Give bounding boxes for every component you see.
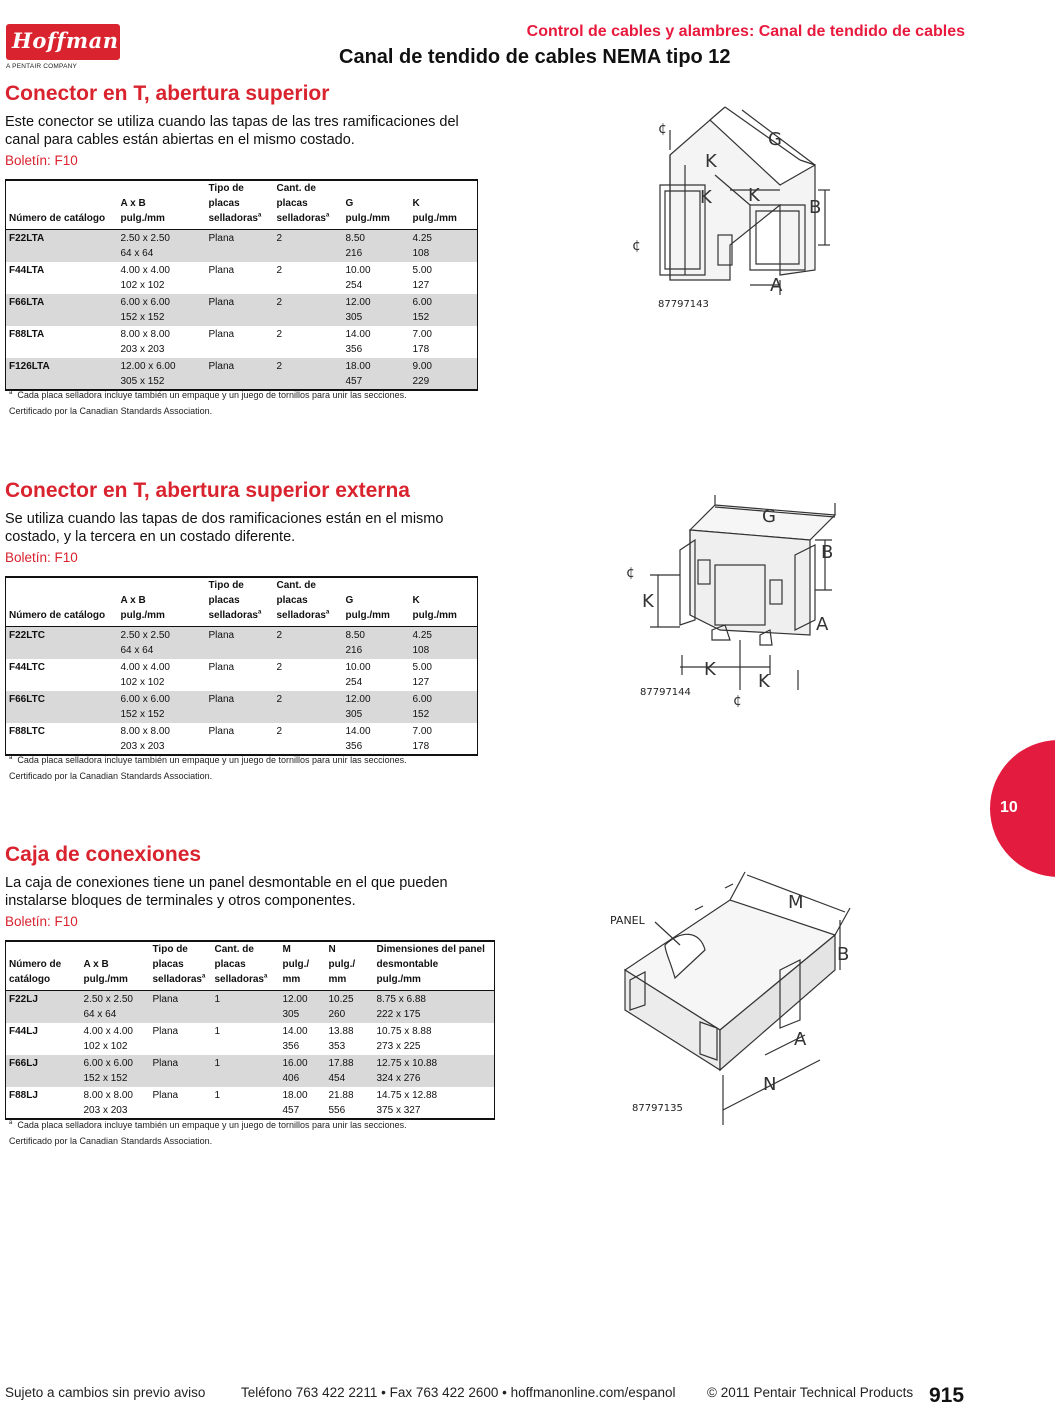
col-header-catalog: Número de catálogo: [6, 180, 118, 230]
panel-callout: PANEL: [610, 914, 645, 927]
section-description: Este conector se utiliza cuando las tapas de las tres ramificaciones del canal para cables están abiertas en el mismo costado.: [5, 114, 459, 148]
section-title: Conector en T, abertura superior: [5, 82, 330, 105]
col-header-type: Tipo de placas selladoras$^a$: [150, 941, 212, 991]
table-row: F66LTA 6.00 x 6.00 152 x 152 Plana 2 12.00 305 6.00 152: [6, 294, 478, 326]
col-header-g: G pulg./mm: [343, 180, 410, 230]
table-row: F22LJ 2.50 x 2.50 64 x 64 Plana 1 12.00 305 10.25 260 8.75 x 6.88 222 x 175: [6, 991, 495, 1023]
dim-label-g: G: [762, 506, 776, 527]
spec-table: [5, 940, 495, 1120]
table-header-row: [6, 577, 478, 627]
t-connector-top-figure: [630, 95, 855, 315]
dim-label-k: K: [748, 185, 760, 206]
dim-label-k: K: [704, 659, 716, 680]
table-row: F88LTC 8.00 x 8.00 203 x 203 Plana 2 14.00 356 7.00 178: [9, 725, 432, 752]
section-description: Se utiliza cuando las tapas de dos ramificaciones están en el mismo costado, y la tercera en un costado diferente.: [5, 511, 444, 545]
col-header-axb: A x B pulg./mm: [118, 577, 206, 627]
dim-label-a: A: [816, 614, 829, 635]
chapter-tab-number: 10: [1000, 799, 1018, 816]
centerline-symbol: ¢: [733, 693, 742, 709]
footer-notice: Sujeto a cambios sin previo aviso: [5, 1385, 206, 1400]
bulletin-label: Boletín: F10: [5, 153, 78, 168]
spec-table: [5, 576, 478, 756]
table-header-row: [6, 180, 478, 230]
dim-label-b: B: [809, 197, 822, 218]
logo-text: Hoffman: [12, 28, 119, 53]
table-row: F22LTA 2.50 x 2.50 64 x 64 Plana 2 8.50 216 4.25 108: [6, 230, 478, 262]
table-footnote: $^a$ Cada placa selladora incluye también un empaque y un juego de tornillos para unir las secciones. Certificado por la Canadian Standards Association.: [9, 390, 407, 416]
table-header-row: [6, 941, 495, 991]
table-row: F126LTA 12.00 x 6.00 305 x 152 Plana 2 18.00 457 9.00 229: [6, 358, 478, 390]
table-footnote: $^a$ Cada placa selladora incluye también un empaque y un juego de tornillos para unir las secciones. Certificado por la Canadian Standards Association.: [9, 755, 407, 781]
dim-label-k: K: [700, 187, 712, 208]
logo-subtitle: A PENTAIR COMPANY: [6, 63, 78, 70]
table-footnote: $^a$ Cada placa selladora incluye también un empaque y un juego de tornillos para unir las secciones. Certificado por la Canadian Standards Association.: [9, 1120, 407, 1146]
page-title: Canal de tendido de cables NEMA tipo 12: [339, 46, 731, 68]
dim-label-a: A: [770, 275, 783, 296]
table-row: F44LJ 4.00 x 4.00 102 x 102 Plana 1 14.00 356 13.88 353 10.75 x 8.88 273 x 225: [9, 1025, 432, 1052]
footer-contact: Teléfono 763 422 2211 • Fax 763 422 2600 • hoffmanonline.com/espanol: [241, 1385, 676, 1400]
col-header-type: Tipo de placas selladoras$^a$: [206, 180, 274, 230]
col-header-g: G pulg./mm: [343, 577, 410, 627]
dim-label-k: K: [642, 591, 654, 612]
table-row: F44LTA 4.00 x 4.00 102 x 102 Plana 2 10.00 254 5.00 127: [9, 264, 432, 291]
col-header-n: N pulg./ mm: [326, 941, 374, 991]
dim-label-n: N: [763, 1074, 777, 1095]
col-header-axb: A x B pulg./mm: [118, 180, 206, 230]
col-header-catalog: Número de catálogo: [6, 941, 81, 991]
bulletin-label: Boletín: F10: [5, 550, 78, 565]
dim-label-g: G: [768, 129, 782, 150]
dim-label-a: A: [794, 1029, 807, 1050]
col-header-type: Tipo de placas selladoras$^a$: [206, 577, 274, 627]
table-row: F44LTC 4.00 x 4.00 102 x 102 Plana 2 10.00 254 5.00 127: [9, 661, 432, 688]
table-row: F66LJ 6.00 x 6.00 152 x 152 Plana 1 16.00 406 17.88 454 12.75 x 10.88 324 x 276: [6, 1055, 495, 1087]
col-header-panel-dimensions: Dimensiones del panel desmontable pulg./mm: [374, 941, 495, 991]
dim-label-m: M: [788, 892, 804, 913]
section-description: La caja de conexiones tiene un panel desmontable en el que pueden instalarse bloques de terminales y otros componentes.: [5, 875, 448, 909]
hoffman-logo: [6, 24, 120, 60]
footer-copyright: © 2011 Pentair Technical Products: [707, 1385, 914, 1400]
col-header-k: K pulg./mm: [410, 180, 478, 230]
junction-box-figure: [605, 860, 855, 1130]
dim-label-k: K: [758, 671, 770, 692]
page-number: 915: [929, 1384, 965, 1407]
centerline-symbol: ¢: [626, 565, 635, 581]
table-row: F88LJ 8.00 x 8.00 203 x 203 Plana 1 18.00 457 21.88 556 14.75 x 12.88 375 x 327: [9, 1089, 438, 1116]
table-row: F88LTA 8.00 x 8.00 203 x 203 Plana 2 14.00 356 7.00 178: [9, 328, 432, 355]
dim-label-b: B: [821, 542, 834, 563]
bulletin-label: Boletín: F10: [5, 914, 78, 929]
col-header-k: K pulg./mm: [410, 577, 478, 627]
col-header-axb: A x B pulg./mm: [81, 941, 150, 991]
figure-number: 87797135: [632, 1103, 683, 1114]
spec-table: [5, 179, 478, 391]
col-header-m: M pulg./ mm: [280, 941, 326, 991]
col-header-catalog: Número de catálogo: [6, 577, 118, 627]
col-header-qty: Cant. de placas selladoras$^a$: [274, 577, 343, 627]
col-header-qty: Cant. de placas selladoras$^a$: [212, 941, 280, 991]
header-category: Control de cables y alambres: Canal de tendido de cables: [526, 23, 965, 40]
table-row: F66LTC 6.00 x 6.00 152 x 152 Plana 2 12.00 305 6.00 152: [6, 691, 478, 723]
figure-number: 87797144: [640, 687, 691, 698]
table-row: F22LTC 2.50 x 2.50 64 x 64 Plana 2 8.50 216 4.25 108: [6, 627, 478, 659]
centerline-symbol: ¢: [632, 238, 641, 254]
centerline-symbol: ¢: [658, 121, 667, 137]
dim-label-k: K: [705, 151, 717, 172]
dim-label-b: B: [837, 944, 850, 965]
section-title: Conector en T, abertura superior externa: [5, 479, 410, 502]
figure-number: 87797143: [658, 299, 709, 310]
col-header-qty: Cant. de placas selladoras$^a$: [274, 180, 343, 230]
section-title: Caja de conexiones: [5, 843, 202, 866]
t-connector-external-figure: [620, 495, 845, 710]
